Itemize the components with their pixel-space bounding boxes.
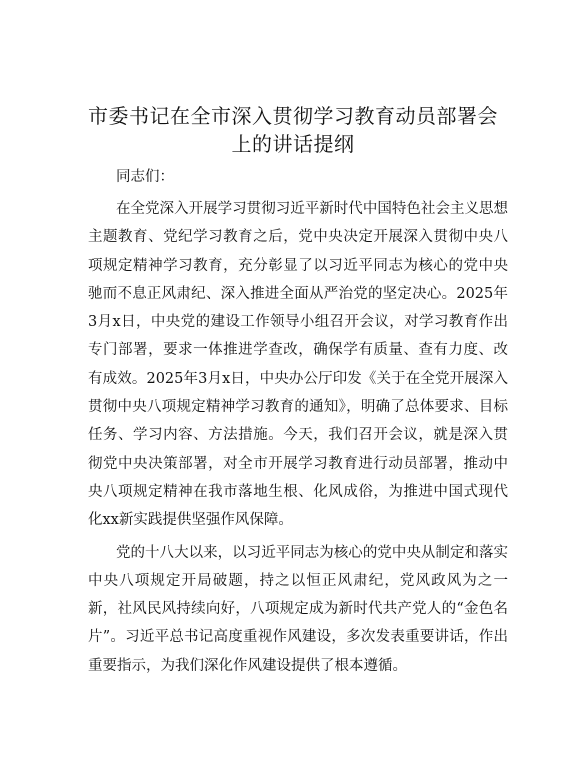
body-paragraph-2: 党的十八大以来，以习近平同志为核心的党中央从制定和落实中央八项规定开局破题，持之以恒正风肃纪，党风政风为之一新，社风民风持续向好，八项规定成为新时代共产党人的“金色名片”。习近平总书记高度重视作风建设，多次发表重要讲话，作出重要指示，为我们深化作风建设提供了根本遵循。 [88,544,508,674]
salutation: 同志们： [116,169,174,185]
document-title-line-2: 上的讲话提纲 [231,132,355,156]
document-title-line-1: 市委书记在全市深入贯彻学习教育动员部署会 [88,104,498,128]
document-title [60,102,526,158]
body-paragraph-1: 在全党深入开展学习贯彻习近平新时代中国特色社会主义思想主题教育、党纪学习教育之后，党中央决定开展深入贯彻中央八项规定精神学习教育，充分彰显了以习近平同志为核心的党中央驰而不息正风肃纪、深入推进全面从严治党的坚定决心。2025年3月x日，中央党的建设工作领导小组召开会议，对学习教育作出专门部署，要求一体推进学查改，确保学有质量、查有力度、改有成效。2025年3月x日，中央办公厅印发《关于在全党开展深入贯彻中央八项规定精神学习教育的通知》，明确了总体要求、目标任务、学习内容、方法措施。今天，我们召开会议，就是深入贯彻党中央决策部署，对全市开展学习教育进行动员部署，推动中央八项规定精神在我市落地生根、化风成俗，为推进中国式现代化xx新实践提供坚强作风保障。 [88,201,508,529]
document-body [88,163,508,680]
